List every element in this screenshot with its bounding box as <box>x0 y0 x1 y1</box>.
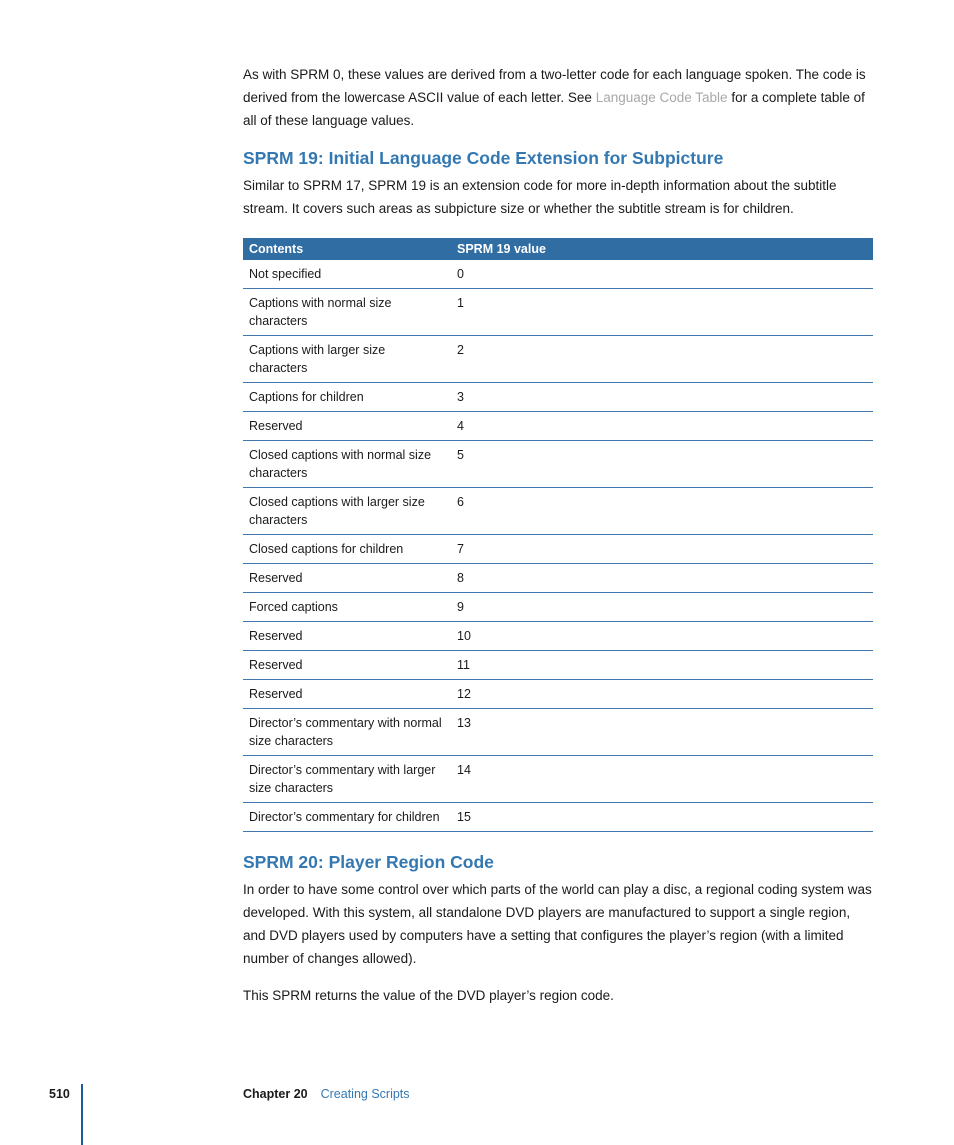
table-row <box>243 564 873 593</box>
page-number: 510 <box>49 1087 70 1101</box>
cell-value: 9 <box>457 600 464 614</box>
cell-value: 6 <box>457 495 464 509</box>
table-row <box>243 383 873 412</box>
table-row <box>243 593 873 622</box>
cell-value: 0 <box>457 267 464 281</box>
table-row <box>243 651 873 680</box>
intro-paragraph <box>243 63 873 132</box>
table-row <box>243 680 873 709</box>
cell-value: 15 <box>457 810 471 824</box>
cell-contents: Reserved <box>249 629 303 643</box>
cell-value: 11 <box>457 658 470 672</box>
table-row <box>243 803 873 832</box>
cell-contents: Not specified <box>249 267 322 281</box>
table-row <box>243 709 873 756</box>
creating-scripts-link[interactable]: Creating Scripts <box>320 1087 410 1101</box>
table-row <box>243 412 873 441</box>
sprm20-paragraph-1: In order to have some control over which parts of the world can play a disc, a regional coding system was developed. With this system, all standalone DVD players are manufactured to support a single region, and DVD players used by computers have a setting that configures the player’s region (with a limited number of changes allowed). <box>243 882 872 966</box>
cell-contents: Reserved <box>249 658 303 672</box>
sprm19-table <box>243 238 873 832</box>
cell-contents: Captions with normal size characters <box>249 296 392 328</box>
table-row <box>243 336 873 383</box>
language-code-table-link[interactable]: Language Code Table <box>595 90 728 105</box>
table-row <box>243 622 873 651</box>
table-header-row <box>243 238 873 260</box>
intro-text-before: As with SPRM 0, these values are derived from a two-letter code for each language spoken. The code is derived from the lowercase ASCII value of each letter. See <box>243 67 866 105</box>
intro-text-after: for a complete table of all of these language values. <box>243 90 865 128</box>
cell-value: 7 <box>457 542 464 556</box>
cell-contents: Reserved <box>249 419 303 433</box>
footer-chapter <box>243 1087 410 1101</box>
cell-value: 10 <box>457 629 471 643</box>
sprm19-heading: SPRM 19: Initial Language Code Extension for Subpicture <box>243 148 724 168</box>
cell-contents: Director’s commentary with larger size characters <box>249 763 436 795</box>
cell-value: 8 <box>457 571 464 585</box>
cell-contents: Forced captions <box>249 600 338 614</box>
cell-contents: Closed captions with normal size characters <box>249 448 432 480</box>
table-row <box>243 535 873 564</box>
cell-value: 5 <box>457 448 464 462</box>
sprm20-heading: SPRM 20: Player Region Code <box>243 852 494 872</box>
cell-contents: Closed captions for children <box>249 542 404 556</box>
table-row <box>243 756 873 803</box>
cell-contents: Director’s commentary with normal size characters <box>249 716 442 748</box>
cell-contents: Captions for children <box>249 390 364 404</box>
chapter-label: Chapter 20 <box>243 1087 308 1101</box>
table-header-contents: Contents <box>249 242 304 256</box>
cell-value: 14 <box>457 763 471 777</box>
cell-contents: Captions with larger size characters <box>249 343 386 375</box>
cell-value: 13 <box>457 716 471 730</box>
cell-value: 2 <box>457 343 464 357</box>
table-header-sprm19-value: SPRM 19 value <box>457 242 546 256</box>
sprm20-paragraph-2: This SPRM returns the value of the DVD player’s region code. <box>243 988 614 1003</box>
footer-divider <box>81 1084 83 1145</box>
cell-contents: Director’s commentary for children <box>249 810 440 824</box>
cell-value: 3 <box>457 390 464 404</box>
sprm19-paragraph: Similar to SPRM 17, SPRM 19 is an extension code for more in-depth information about the subtitle stream. It covers such areas as subpicture size or whether the subtitle stream is for children. <box>243 178 837 216</box>
table-row <box>243 441 873 488</box>
table-row <box>243 289 873 336</box>
cell-contents: Closed captions with larger size characters <box>249 495 425 527</box>
cell-value: 1 <box>457 296 464 310</box>
page-content <box>243 63 873 1007</box>
cell-value: 12 <box>457 687 471 701</box>
cell-value: 4 <box>457 419 464 433</box>
table-row <box>243 260 873 289</box>
table-row <box>243 488 873 535</box>
cell-contents: Reserved <box>249 687 303 701</box>
cell-contents: Reserved <box>249 571 303 585</box>
